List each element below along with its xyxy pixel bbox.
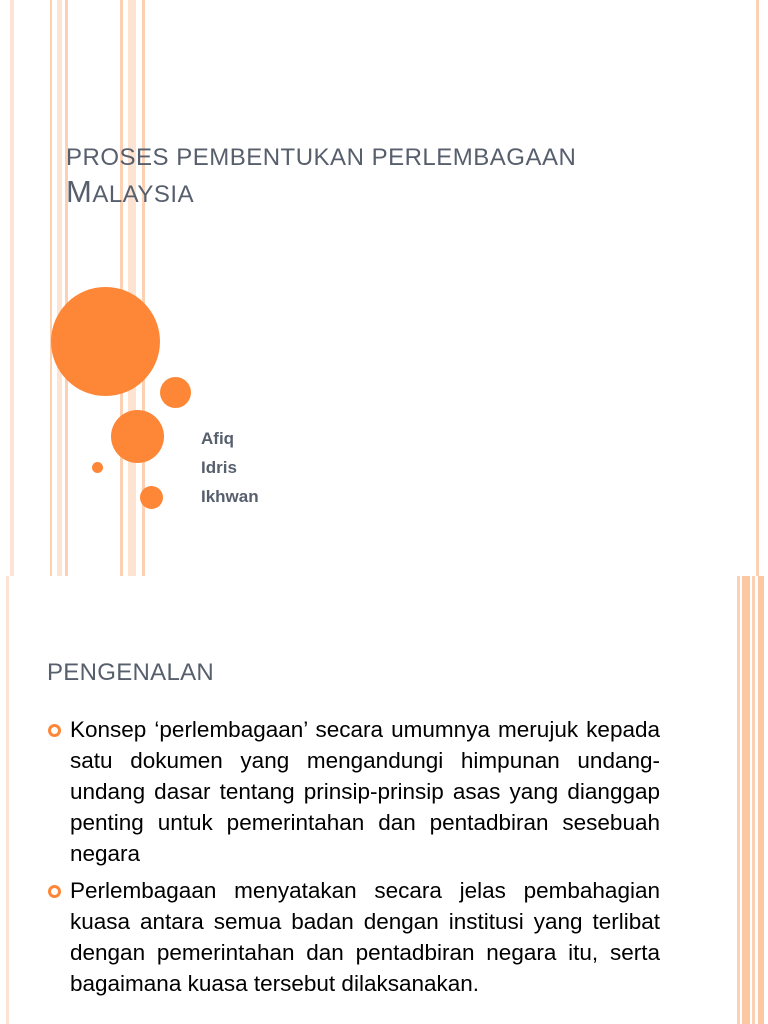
list-item	[48, 714, 660, 869]
decorative-line	[752, 576, 755, 1024]
list-item	[48, 875, 660, 999]
bullet-circle-icon	[48, 885, 61, 898]
slide-title	[66, 143, 706, 212]
decorative-line	[10, 0, 14, 576]
slide-heading: PENGENALAN	[47, 659, 215, 686]
decorative-line	[120, 0, 123, 576]
bullet-circle-icon	[48, 724, 61, 737]
decorative-line	[6, 576, 9, 1024]
content-slide	[0, 576, 768, 1024]
decorative-line	[756, 0, 759, 576]
author-name: Ikhwan	[201, 487, 259, 506]
bullet-list	[48, 714, 660, 1005]
decorative-circle-medium	[111, 410, 164, 463]
slide-title-line2	[66, 173, 706, 212]
decorative-circle-dot	[92, 462, 103, 473]
decorative-circle-large	[51, 287, 160, 396]
decorative-line	[128, 0, 136, 576]
slide-title-line1: PROSES PEMBENTUKAN PERLEMBAGAAN	[66, 144, 577, 171]
decorative-circle-small	[160, 377, 191, 408]
decorative-line	[758, 576, 764, 1024]
author-name: Idris	[201, 458, 237, 477]
author-name: Afiq	[201, 429, 235, 448]
decorative-line	[57, 0, 62, 576]
decorative-line	[737, 576, 740, 1024]
decorative-line	[742, 576, 750, 1024]
slide-title-line2-cap: M	[66, 174, 93, 209]
decorative-line	[65, 0, 68, 576]
bullet-text: Konsep ‘perlembagaan’ secara umumnya merujuk kepada satu dokumen yang mengandungi himpunan undang-undang dasar tentang prinsip-prinsip asas yang dianggap penting untuk pemerintahan dan pentadbiran sesebuah negara	[70, 717, 660, 866]
slide-title-line2-rest: ALAYSIA	[92, 181, 195, 208]
author-list	[201, 424, 259, 511]
decorative-circle-small	[140, 486, 163, 509]
decorative-line	[50, 0, 52, 576]
bullet-text: Perlembagaan menyatakan secara jelas pembahagian kuasa antara semua badan dengan institusi yang terlibat dengan pemerintahan dan pentadbiran negara itu, serta bagaimana kuasa tersebut dilaksanakan.	[70, 878, 660, 996]
